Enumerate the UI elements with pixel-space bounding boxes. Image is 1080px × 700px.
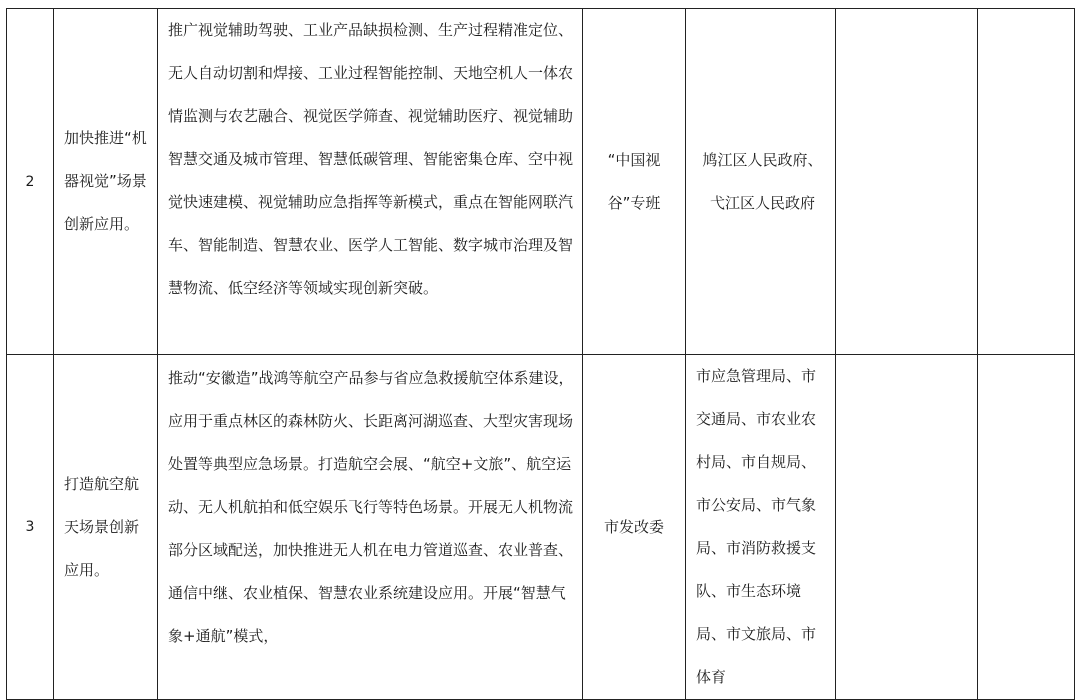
task-detail: 推广视觉辅助驾驶、工业产品缺损检测、生产过程精准定位、无人自动切割和焊接、工业过程智能控制、天地空机人一体农情监测与农艺融合、视觉医学筛查、视觉辅助医疗、视觉辅助智慧交通及城市管理、智慧低碳管理、智能密集仓库、空中视觉快速建模、视觉辅助应急指挥等新模式，重点在智能网联汽车、智能制造、智慧农业、医学人工智能、数字城市治理及智慧物流、低空经济等领域实现创新突破。 xyxy=(158,9,583,355)
empty-cell xyxy=(836,9,978,355)
row-number: 2 xyxy=(7,9,54,355)
task-table xyxy=(6,8,1075,700)
task-detail: 推动“安徽造”战鸿等航空产品参与省应急救援航空体系建设，应用于重点林区的森林防火、长距离河湖巡查、大型灾害现场处置等典型应急场景。打造航空会展、“航空+文旅”、航空运动、无人机航拍和低空娱乐飞行等特色场景。开展无人机物流部分区域配送，加快推进无人机在电力管道巡查、农业普查、通信中继、农业植保、智慧农业系统建设应用。开展“智慧气象+通航”模式， xyxy=(158,355,583,700)
table-row xyxy=(7,355,1075,700)
empty-cell xyxy=(978,9,1075,355)
lead-unit: “中国视谷”专班 xyxy=(583,9,686,355)
row-number: 3 xyxy=(7,355,54,700)
lead-unit: 市发改委 xyxy=(583,355,686,700)
responsible-units: 鸠江区人民政府、弋江区人民政府 xyxy=(686,9,836,355)
task-title: 加快推进“机器视觉”场景创新应用。 xyxy=(54,9,158,355)
table-row xyxy=(7,9,1075,355)
empty-cell xyxy=(836,355,978,700)
empty-cell xyxy=(978,355,1075,700)
task-title: 打造航空航天场景创新应用。 xyxy=(54,355,158,700)
responsible-units: 市应急管理局、市交通局、市农业农村局、市自规局、市公安局、市气象局、市消防救援支队、市生态环境局、市文旅局、市体育 xyxy=(686,355,836,700)
